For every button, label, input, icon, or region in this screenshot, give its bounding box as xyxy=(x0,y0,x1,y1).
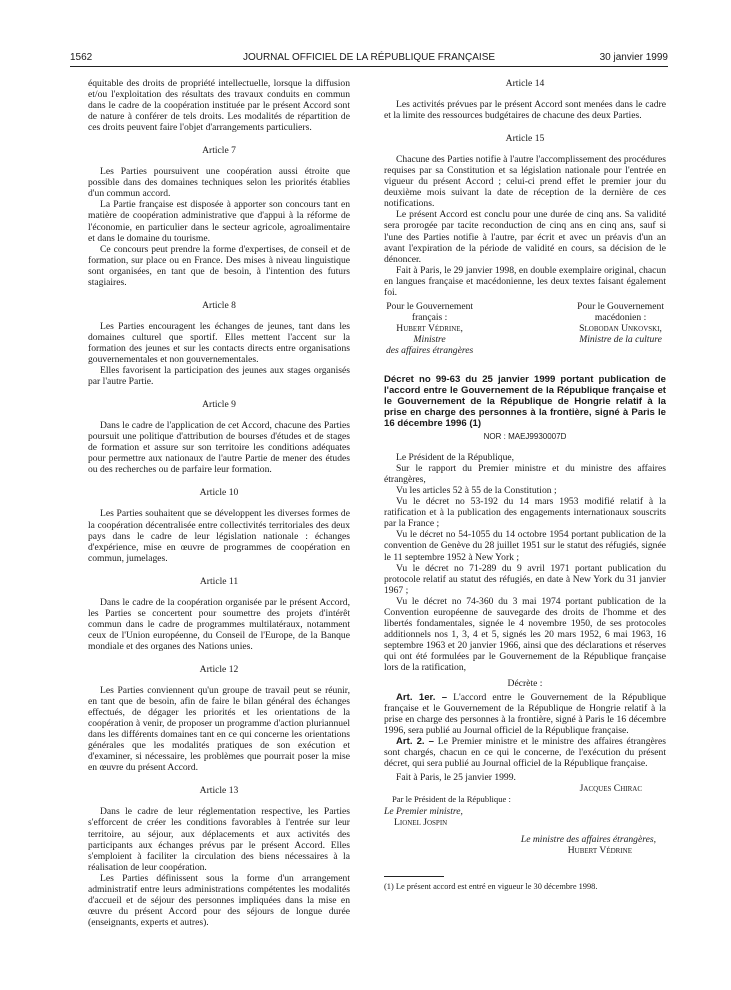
article-14-title: Article 14 xyxy=(505,78,545,89)
article-11-paragraph: Dans le cadre de la coopération organisée par le présent Accord, les Parties se concertent pour soumettre des projets d'intérêt commun dans le cadre de programmes multilatéraux, notamment ceux de l'Union européenne, du Conseil de l'Europe, de la Banque mondiale et des organes des Nations unies. xyxy=(88,596,350,652)
journal-title: JOURNAL OFFICIEL DE LA RÉPUBLIQUE FRANÇAISE xyxy=(242,52,496,63)
decree-paragraph: Vu le décret no 74-360 du 3 mai 1974 portant publication de la Convention européenne de sauvegarde des droits de l'homme et des libertés fondamentales, signée le 4 novembre 1950, de ses protocoles additionnels nos 1, 3, 4 et 5, signés les 20 mars 1952, 6 mai 1963, 16 septembre 1963 et 20 janvier 1966, ainsi que des déclarations et réserves qui ont été formulées par le Gouvernement de la République française lors de la ratification, xyxy=(384,595,666,673)
article-15-paragraph: Le présent Accord est conclu pour une durée de cinq ans. Sa validité sera prorogée par tacite reconduction de cinq ans en cinq ans, sauf si l'une des Parties notifie à l'autre, par écrit et avec un préavis d'un an avant l'expiration de la période de validité en cours, sa décision de le dénoncer. xyxy=(384,209,666,265)
article-13-paragraph: Dans le cadre de leur réglementation respective, les Parties s'efforcent de créer les conditions favorables à l'entrée sur leur territoire, au séjour, aux déplacements et aux activités des participants aux échanges prévus par le présent Accord. Elles s'emploient à faciliter la circulation des biens nécessaires à la réalisation de leur coopération. xyxy=(88,806,350,873)
issue-date: 30 janvier 1999 xyxy=(599,52,668,63)
decree-paragraph: Sur le rapport du Premier ministre et du ministre des affaires étrangères, xyxy=(384,463,666,486)
article-7-title: Article 7 xyxy=(202,145,236,157)
article-14-paragraph: Les activités prévues par le présent Accord sont menées dans le cadre et la limite des ressources budgétaires de chacune des deux Parties. xyxy=(384,99,666,122)
article-10-paragraph: Les Parties souhaitent que se développent les diverses formes de la coopération décentralisée entre collectivités territoriales des deux pays dans le cadre de leur législation nationale : échanges d'expérience, mise en œuvre de programmes de coopération en commun, jumelages. xyxy=(88,508,350,564)
premier-ministre-name: Lionel Jospin xyxy=(394,816,448,828)
left-column xyxy=(88,78,350,928)
signature-block xyxy=(384,301,666,356)
premier-ministre-label: Le Premier ministre, xyxy=(384,805,463,817)
article-7-paragraph: Ce concours peut prendre la forme d'expertises, de conseil et de formation, sur place ou en France. Des mises à niveau linguistique sont organisées, en tant que de besoin, à l'intention des futurs stagiaires. xyxy=(88,243,350,288)
article-7-paragraph: Les Parties poursuivent une coopération aussi étroite que possible dans des domaines techniques selon les priorités établies d'un commun accord. xyxy=(88,166,350,200)
decree-paragraph: Vu le décret no 71-289 du 9 avril 1971 portant publication du protocole relatif au statut des réfugiés, en date à New York du 31 janvier 1967 ; xyxy=(384,562,666,596)
decree-title: Décret no 99-63 du 25 janvier 1999 portant publication de l'accord entre le Gouvernement de la République française et le Gouvernement de la République de Hongrie relatif à la prise en charge des personnes à la frontière, signé à Paris le 16 décembre 1996 (1) xyxy=(384,374,666,430)
signature-macedonia: Pour le Gouvernement macédonien : Slobodan Unkovski, Ministre de la culture xyxy=(577,300,664,345)
decree-paragraph: Vu le décret no 54-1055 du 14 octobre 1954 portant publication de la convention de Genève du 28 juillet 1951 sur le statut des réfugiés, signée le 11 septembre 1952 à New York ; xyxy=(384,529,666,563)
article-13-title: Article 13 xyxy=(199,785,239,797)
article-11-title: Article 11 xyxy=(199,575,239,587)
decrete-heading: Décrète : xyxy=(507,678,543,690)
ministre-name: Hubert Védrine xyxy=(567,844,632,856)
article-15-title: Article 15 xyxy=(505,133,545,145)
decree-paragraph: Le Président de la République, xyxy=(396,452,515,464)
article-9-title: Article 9 xyxy=(202,399,236,411)
article-1: Art. 1er. – L'accord entre le Gouvernement de la République française et le Gouvernement de la République de Hongrie relatif à la prise en charge des personnes à la frontière, signé à Paris le 16 décembre 1996, sera publié au Journal officiel de la République française. xyxy=(384,692,666,737)
signature-france: Pour le Gouvernement français : Hubert Védrine, Ministre des affaires étrangères xyxy=(386,300,474,356)
nor-reference: NOR : MAEJ9930007D xyxy=(483,432,567,442)
fait-line: Fait à Paris, le 25 janvier 1999. xyxy=(396,772,516,784)
article-9-paragraph: Dans le cadre de l'application de cet Accord, chacune des Parties poursuit une politique d'attribution de bourses d'études et de stages de formation et assure sur son territoire les conditions adéquates pour permettre aux nationaux de l'autre Partie de mener des études ou des recherches ou de parfaire leur formation. xyxy=(88,420,350,476)
article-13-paragraph: Les Parties définissent sous la forme d'un arrangement administratif entre leurs administrations compétentes les modalités d'accueil et de séjour des personnes impliquées dans la mise en œuvre du présent Accord pour des séjours de longue durée (enseignants, experts et autres). xyxy=(88,872,350,928)
intro-paragraph: équitable des droits de propriété intellectuelle, lorsque la diffusion et/ou l'exploitation des résultats des travaux conduits en commun dans le cadre de la coopération instituée par le présent Accord sont de nature à conférer de tels droits. Les modalités de répartition de ces droits peuvent faire l'objet d'arrangements particuliers. xyxy=(88,78,350,134)
article-15-paragraph: Fait à Paris, le 29 janvier 1998, en double exemplaire original, chacun en langues française et macédonienne, les deux textes faisant également foi. xyxy=(384,264,666,298)
decree-paragraph: Vu le décret no 53-192 du 14 mars 1953 modifié relatif à la ratification et à la publication des engagements internationaux souscrits par la France ; xyxy=(384,496,666,530)
article-10-title: Article 10 xyxy=(199,487,239,499)
article-8-paragraph: Elles favorisent la participation des jeunes aux stages organisés par l'autre Partie. xyxy=(88,365,350,388)
president-signature: Jacques Chirac xyxy=(579,783,642,795)
article-12-paragraph: Les Parties conviennent qu'un groupe de travail peut se réunir, en tant que de besoin, afin de faire le bilan général des échanges effectués, de dégager les priorités et les orientations de la coopération à venir, de proposer un programme d'action pluriannuel dans les différents domaines tant en ce qui concerne les orientations générales que les modalités pratiques de son exécution et d'examiner, si nécessaire, les problèmes que pourrait poser la mise en œuvre du présent Accord. xyxy=(88,685,350,774)
article-2: Art. 2. – Le Premier ministre et le ministre des affaires étrangères sont chargés, chacun en ce qui le concerne, de l'exécution du présent décret, qui sera publié au Journal officiel de la République française. xyxy=(384,736,666,770)
signatory-name: Hubert Védrine, xyxy=(396,322,463,334)
article-12-title: Article 12 xyxy=(199,663,239,675)
signatory-name: Slobodan Unkovski, xyxy=(579,322,662,334)
page-number: 1562 xyxy=(70,52,93,63)
decree-paragraph: Vu les articles 52 à 55 de la Constitution ; xyxy=(396,485,557,497)
par-president: Par le Président de la République : xyxy=(392,794,511,805)
article-7-paragraph: La Partie française est disposée à apporter son concours tant en matière de coopération administrative que d'appui à la réforme de l'économie, en particulier dans le secteur agricole, agroalimentaire et dans le domaine du tourisme. xyxy=(88,199,350,244)
page-header xyxy=(70,52,668,67)
article-8-title: Article 8 xyxy=(202,299,236,311)
article-8-paragraph: Les Parties encouragent les échanges de jeunes, tant dans les domaines culturel que sportif. Elles mettent l'accent sur la formation des jeunes et sur les contacts directs entre organisations gouvernementales et non gouvernementales. xyxy=(88,320,350,365)
footnote-rule xyxy=(384,876,444,877)
ministre-label: Le ministre des affaires étrangères, xyxy=(520,833,656,845)
footnote: (1) Le présent accord est entré en vigueur le 30 décembre 1998. xyxy=(384,881,598,891)
right-column xyxy=(384,78,666,892)
article-15-paragraph: Chacune des Parties notifie à l'autre l'accomplissement des procédures requises par sa Constitution et sa législation nationale pour l'entrée en vigueur du présent Accord ; celui-ci prend effet le premier jour du deuxième mois suivant la date de réception de la dernière de ces notifications. xyxy=(384,154,666,210)
